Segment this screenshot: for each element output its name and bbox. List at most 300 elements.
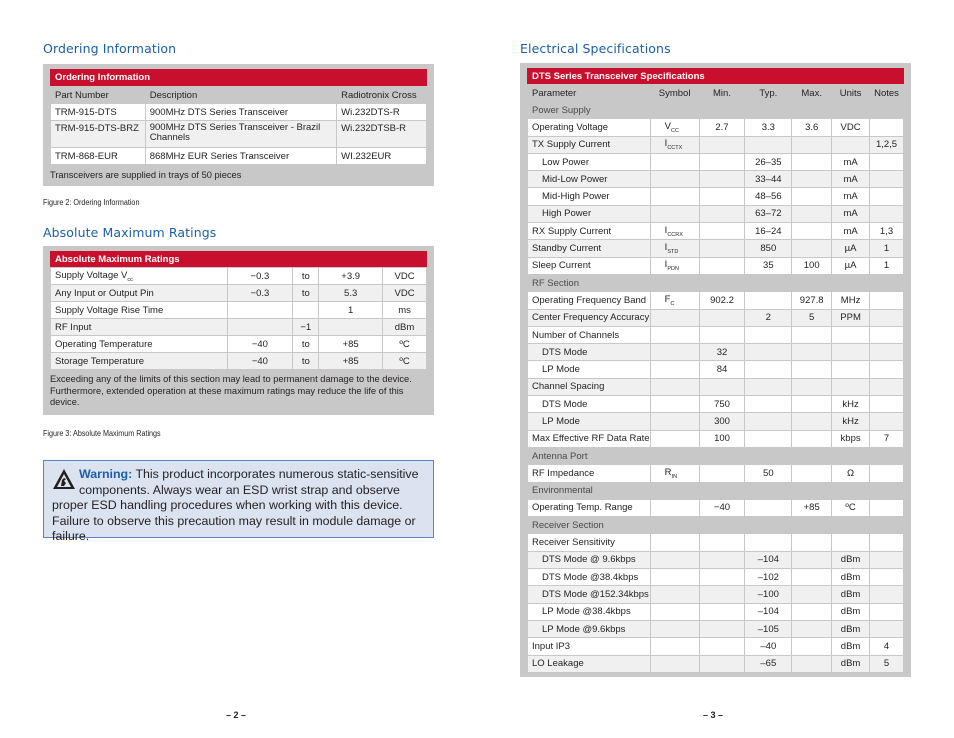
symbol-text: I bbox=[664, 259, 668, 271]
table-row bbox=[528, 551, 904, 568]
symbol bbox=[650, 396, 699, 413]
unit-value: dBm bbox=[832, 620, 870, 637]
symbol bbox=[650, 223, 699, 240]
min-value bbox=[699, 257, 745, 274]
symbol bbox=[650, 309, 699, 326]
typ-value bbox=[745, 292, 792, 309]
symbol-text: I bbox=[664, 242, 668, 254]
notes-value bbox=[870, 344, 904, 361]
table-row bbox=[51, 302, 427, 319]
symbol-text: I bbox=[664, 138, 668, 150]
typ-value bbox=[745, 430, 792, 447]
section-row bbox=[528, 102, 904, 119]
param: DTS Mode @38.4kbps bbox=[528, 569, 651, 586]
max-value bbox=[792, 586, 832, 603]
warning-text: This product incorporates numerous static-sensitive components. Always wear an ESD wrist strap and observe proper ESD handling procedures when working with this device. Failure to observe this precaution may result in module damage or failure. bbox=[52, 467, 419, 544]
symbol bbox=[650, 638, 699, 655]
symbol bbox=[650, 655, 699, 672]
unit-value: MHz bbox=[832, 292, 870, 309]
notes-value: 5 bbox=[870, 655, 904, 672]
param: DTS Mode @152.34kbps bbox=[528, 586, 651, 603]
param: Channel Spacing bbox=[528, 378, 651, 395]
max-value bbox=[792, 188, 832, 205]
ordering-table-header bbox=[51, 87, 427, 104]
max-value bbox=[792, 603, 832, 620]
unit-value: kHz bbox=[832, 413, 870, 430]
ordering-table-panel bbox=[43, 64, 434, 186]
table-row bbox=[51, 148, 427, 165]
page-number-right: – 3 – bbox=[703, 710, 724, 720]
param: Operating Temp. Range bbox=[528, 499, 651, 516]
cross-reference: Wi.232DTS-R bbox=[337, 104, 427, 121]
table-row bbox=[528, 569, 904, 586]
notes-value: 1 bbox=[870, 257, 904, 274]
max-value bbox=[792, 551, 832, 568]
subscript: cc bbox=[127, 276, 133, 283]
unit-value: PPM bbox=[832, 309, 870, 326]
param: Mid-Low Power bbox=[528, 171, 651, 188]
min-value bbox=[699, 655, 745, 672]
notes-value bbox=[870, 603, 904, 620]
min-value bbox=[699, 586, 745, 603]
min-value bbox=[699, 223, 745, 240]
table-row bbox=[528, 655, 904, 672]
param bbox=[51, 285, 228, 302]
param: LP Mode bbox=[528, 413, 651, 430]
range-to: to bbox=[293, 336, 319, 353]
max-value: +85 bbox=[792, 499, 832, 516]
unit-value bbox=[832, 326, 870, 343]
symbol bbox=[650, 240, 699, 257]
col-header: Min. bbox=[699, 85, 745, 102]
symbol bbox=[650, 205, 699, 222]
typ-value: 50 bbox=[745, 465, 792, 482]
symbol bbox=[650, 188, 699, 205]
figure-3-caption: Figure 3: Absolute Maximum Ratings bbox=[43, 429, 161, 438]
min-value: 84 bbox=[699, 361, 745, 378]
notes-value bbox=[870, 534, 904, 551]
table-row bbox=[528, 396, 904, 413]
max-value bbox=[792, 326, 832, 343]
min-value: 2.7 bbox=[699, 119, 745, 136]
absmax-note: Exceeding any of the limits of this section may lead to permanent damage to the device. Furthermore, extended operation at these maximum ratings may reduce the life of this device. bbox=[50, 374, 412, 407]
max-value bbox=[792, 655, 832, 672]
unit-value: kHz bbox=[832, 396, 870, 413]
symbol bbox=[650, 378, 699, 395]
param bbox=[51, 319, 228, 336]
notes-value bbox=[870, 171, 904, 188]
param: RF Impedance bbox=[528, 465, 651, 482]
param-text: Any Input or Output Pin bbox=[55, 287, 154, 299]
symbol bbox=[650, 292, 699, 309]
table-row bbox=[528, 344, 904, 361]
range-to: to bbox=[293, 268, 319, 285]
min-value bbox=[699, 326, 745, 343]
param: DTS Mode bbox=[528, 396, 651, 413]
param: DTS Mode bbox=[528, 344, 651, 361]
part-number: TRM-915-DTS-BRZ bbox=[51, 121, 146, 148]
typ-value bbox=[745, 136, 792, 153]
elec-table-header bbox=[528, 85, 904, 102]
unit: ms bbox=[383, 302, 427, 319]
symbol-text: F bbox=[664, 293, 671, 305]
max-value: +85 bbox=[319, 336, 383, 353]
param-text: Operating Temperature bbox=[55, 338, 153, 350]
unit-value: dBm bbox=[832, 638, 870, 655]
max-value: 100 bbox=[792, 257, 832, 274]
notes-value bbox=[870, 620, 904, 637]
typ-value bbox=[745, 413, 792, 430]
symbol bbox=[650, 326, 699, 343]
param: LP Mode @9.6kbps bbox=[528, 620, 651, 637]
min-value bbox=[699, 620, 745, 637]
notes-value bbox=[870, 569, 904, 586]
param: Sleep Current bbox=[528, 257, 651, 274]
typ-value: 48–56 bbox=[745, 188, 792, 205]
min-value bbox=[699, 638, 745, 655]
unit-value bbox=[832, 361, 870, 378]
notes-value bbox=[870, 205, 904, 222]
subscript: PDN bbox=[667, 266, 679, 273]
elec-table-title: DTS Series Transceiver Specifications bbox=[527, 68, 904, 84]
max-value: 5.3 bbox=[319, 285, 383, 302]
subscript: STD bbox=[667, 249, 679, 256]
symbol bbox=[650, 499, 699, 516]
param: High Power bbox=[528, 205, 651, 222]
section-row bbox=[528, 482, 904, 499]
min-value: −40 bbox=[699, 499, 745, 516]
table-row bbox=[528, 465, 904, 482]
symbol bbox=[650, 153, 699, 170]
absmax-table-title: Absolute Maximum Ratings bbox=[50, 251, 427, 267]
symbol bbox=[650, 603, 699, 620]
table-row bbox=[528, 171, 904, 188]
typ-value: –105 bbox=[745, 620, 792, 637]
symbol bbox=[650, 534, 699, 551]
unit: dBm bbox=[383, 319, 427, 336]
col-header: Symbol bbox=[650, 85, 699, 102]
min-value bbox=[699, 603, 745, 620]
max-value bbox=[792, 205, 832, 222]
param bbox=[51, 268, 228, 285]
symbol bbox=[650, 119, 699, 136]
absmax-table-panel bbox=[43, 246, 434, 415]
max-value bbox=[792, 465, 832, 482]
max-value bbox=[792, 620, 832, 637]
notes-value bbox=[870, 396, 904, 413]
table-row bbox=[528, 326, 904, 343]
max-value bbox=[792, 396, 832, 413]
absmax-heading: Absolute Maximum Ratings bbox=[43, 225, 217, 240]
typ-value bbox=[745, 361, 792, 378]
min-value bbox=[699, 240, 745, 257]
table-row bbox=[528, 499, 904, 516]
unit-value: kbps bbox=[832, 430, 870, 447]
param: Center Frequency Accuracy bbox=[528, 309, 651, 326]
notes-value bbox=[870, 292, 904, 309]
min-value: −40 bbox=[227, 353, 293, 370]
warning-label: Warning: bbox=[79, 467, 133, 481]
max-value bbox=[792, 430, 832, 447]
col-header: Typ. bbox=[745, 85, 792, 102]
min-value: −0.3 bbox=[227, 285, 293, 302]
notes-value bbox=[870, 465, 904, 482]
unit-value: µA bbox=[832, 257, 870, 274]
notes-value bbox=[870, 586, 904, 603]
ordering-heading: Ordering Information bbox=[43, 41, 177, 56]
notes-value bbox=[870, 326, 904, 343]
unit-value: mA bbox=[832, 205, 870, 222]
notes-value bbox=[870, 188, 904, 205]
table-row bbox=[528, 430, 904, 447]
section-label: RF Section bbox=[528, 274, 904, 291]
col-header: Parameter bbox=[528, 85, 651, 102]
unit-value: mA bbox=[832, 188, 870, 205]
notes-value: 1,2,5 bbox=[870, 136, 904, 153]
page-number-left: – 2 – bbox=[226, 710, 247, 720]
subscript: IN bbox=[671, 473, 678, 480]
symbol bbox=[650, 344, 699, 361]
part-number: TRM-868-EUR bbox=[51, 148, 146, 165]
typ-value bbox=[745, 499, 792, 516]
symbol bbox=[650, 430, 699, 447]
max-value bbox=[792, 413, 832, 430]
param: Max Effective RF Data Rate bbox=[528, 430, 651, 447]
param: LP Mode bbox=[528, 361, 651, 378]
typ-value bbox=[745, 344, 792, 361]
typ-value: 35 bbox=[745, 257, 792, 274]
table-row bbox=[528, 534, 904, 551]
min-value bbox=[699, 534, 745, 551]
typ-value bbox=[745, 326, 792, 343]
subscript: CC bbox=[671, 127, 679, 134]
subscript: CCRX bbox=[667, 231, 683, 238]
max-value bbox=[792, 171, 832, 188]
param-text: Supply Voltage V bbox=[55, 269, 128, 281]
table-row bbox=[528, 223, 904, 240]
symbol-text: V bbox=[664, 120, 672, 132]
section-label: Receiver Section bbox=[528, 517, 904, 534]
symbol bbox=[650, 465, 699, 482]
typ-value bbox=[745, 534, 792, 551]
unit-value: dBm bbox=[832, 551, 870, 568]
param: RX Supply Current bbox=[528, 223, 651, 240]
unit-value: dBm bbox=[832, 655, 870, 672]
param: Number of Channels bbox=[528, 326, 651, 343]
table-row bbox=[51, 121, 427, 148]
max-value bbox=[792, 240, 832, 257]
table-row bbox=[528, 378, 904, 395]
notes-value bbox=[870, 551, 904, 568]
notes-value bbox=[870, 378, 904, 395]
max-value bbox=[792, 344, 832, 361]
unit-value: VDC bbox=[832, 119, 870, 136]
unit-value: mA bbox=[832, 223, 870, 240]
param: Input IP3 bbox=[528, 638, 651, 655]
ordering-table-title: Ordering Information bbox=[50, 69, 427, 86]
unit-value: µA bbox=[832, 240, 870, 257]
table-row bbox=[528, 586, 904, 603]
esd-warning-box bbox=[43, 460, 434, 544]
max-value: +85 bbox=[319, 353, 383, 370]
esd-warning-icon bbox=[52, 468, 76, 490]
notes-value: 1 bbox=[870, 240, 904, 257]
min-value bbox=[699, 378, 745, 395]
param: TX Supply Current bbox=[528, 136, 651, 153]
param-text: Storage Temperature bbox=[55, 355, 145, 367]
section-row bbox=[528, 447, 904, 464]
min-value: −40 bbox=[227, 336, 293, 353]
table-row bbox=[528, 240, 904, 257]
cross-reference: WI.232EUR bbox=[337, 148, 427, 165]
table-row bbox=[528, 413, 904, 430]
table-row bbox=[51, 336, 427, 353]
section-row bbox=[528, 274, 904, 291]
col-header: Units bbox=[832, 85, 870, 102]
param bbox=[51, 336, 228, 353]
notes-value: 7 bbox=[870, 430, 904, 447]
max-value: 927.8 bbox=[792, 292, 832, 309]
symbol bbox=[650, 620, 699, 637]
section-label: Power Supply bbox=[528, 102, 904, 119]
elec-table bbox=[527, 84, 904, 673]
symbol bbox=[650, 257, 699, 274]
notes-value bbox=[870, 361, 904, 378]
symbol-text: R bbox=[664, 466, 672, 478]
ordering-table bbox=[50, 86, 427, 165]
symbol bbox=[650, 136, 699, 153]
range-to: to bbox=[293, 285, 319, 302]
max-value bbox=[792, 153, 832, 170]
unit-value: mA bbox=[832, 153, 870, 170]
max-value bbox=[319, 319, 383, 336]
table-row bbox=[528, 136, 904, 153]
symbol bbox=[650, 361, 699, 378]
col-header: Notes bbox=[870, 85, 904, 102]
typ-value: 26–35 bbox=[745, 153, 792, 170]
unit-value bbox=[832, 136, 870, 153]
table-row bbox=[528, 309, 904, 326]
typ-value: –65 bbox=[745, 655, 792, 672]
table-row bbox=[51, 268, 427, 285]
unit-value: dBm bbox=[832, 569, 870, 586]
table-row bbox=[528, 188, 904, 205]
absmax-table bbox=[50, 267, 427, 370]
param: Operating Frequency Band bbox=[528, 292, 651, 309]
max-value bbox=[792, 136, 832, 153]
notes-value bbox=[870, 119, 904, 136]
cross-reference: Wi.232DTSB-R bbox=[337, 121, 427, 148]
unit-value: Ω bbox=[832, 465, 870, 482]
min-value bbox=[227, 302, 293, 319]
description: 868MHz EUR Series Transceiver bbox=[145, 148, 336, 165]
typ-value: –100 bbox=[745, 586, 792, 603]
symbol bbox=[650, 413, 699, 430]
symbol-text: I bbox=[664, 224, 668, 236]
table-row bbox=[528, 119, 904, 136]
typ-value: 33–44 bbox=[745, 171, 792, 188]
min-value bbox=[699, 136, 745, 153]
param: DTS Mode @ 9.6kbps bbox=[528, 551, 651, 568]
subscript: CCTX bbox=[667, 145, 683, 152]
unit-value: mA bbox=[832, 171, 870, 188]
min-value bbox=[699, 205, 745, 222]
typ-value: –102 bbox=[745, 569, 792, 586]
description: 900MHz DTS Series Transceiver bbox=[145, 104, 336, 121]
unit-value bbox=[832, 534, 870, 551]
col-header: Max. bbox=[792, 85, 832, 102]
max-value: 3.6 bbox=[792, 119, 832, 136]
table-row bbox=[528, 257, 904, 274]
param-text: RF Input bbox=[55, 321, 92, 333]
typ-value: 63–72 bbox=[745, 205, 792, 222]
notes-value bbox=[870, 413, 904, 430]
unit: VDC bbox=[383, 268, 427, 285]
typ-value: 16–24 bbox=[745, 223, 792, 240]
notes-value: 1,3 bbox=[870, 223, 904, 240]
elec-table-panel bbox=[520, 63, 911, 677]
min-value bbox=[699, 171, 745, 188]
unit-value: ºC bbox=[832, 499, 870, 516]
symbol bbox=[650, 171, 699, 188]
max-value bbox=[792, 361, 832, 378]
unit: ºC bbox=[383, 353, 427, 370]
electrical-heading: Electrical Specifications bbox=[520, 41, 671, 56]
col-header: Part Number bbox=[51, 87, 146, 104]
table-row bbox=[51, 319, 427, 336]
param: Mid-High Power bbox=[528, 188, 651, 205]
param-text: Supply Voltage Rise Time bbox=[55, 304, 164, 316]
max-value: +3.9 bbox=[319, 268, 383, 285]
min-value bbox=[699, 309, 745, 326]
symbol bbox=[650, 551, 699, 568]
unit: ºC bbox=[383, 336, 427, 353]
table-row bbox=[528, 292, 904, 309]
section-label: Environmental bbox=[528, 482, 904, 499]
typ-value: 850 bbox=[745, 240, 792, 257]
range-to: −1 bbox=[293, 319, 319, 336]
max-value bbox=[792, 569, 832, 586]
max-value bbox=[792, 378, 832, 395]
table-row bbox=[528, 153, 904, 170]
section-label: Antenna Port bbox=[528, 447, 904, 464]
max-value: 1 bbox=[319, 302, 383, 319]
min-value: 32 bbox=[699, 344, 745, 361]
notes-value bbox=[870, 499, 904, 516]
symbol bbox=[650, 569, 699, 586]
typ-value bbox=[745, 396, 792, 413]
min-value bbox=[699, 551, 745, 568]
table-row bbox=[528, 638, 904, 655]
unit-value bbox=[832, 378, 870, 395]
max-value bbox=[792, 534, 832, 551]
range-to: to bbox=[293, 353, 319, 370]
typ-value: –104 bbox=[745, 603, 792, 620]
typ-value bbox=[745, 378, 792, 395]
notes-value: 4 bbox=[870, 638, 904, 655]
param: Operating Voltage bbox=[528, 119, 651, 136]
min-value bbox=[699, 569, 745, 586]
min-value: 750 bbox=[699, 396, 745, 413]
min-value: 902.2 bbox=[699, 292, 745, 309]
section-row bbox=[528, 517, 904, 534]
param: Low Power bbox=[528, 153, 651, 170]
table-row bbox=[51, 104, 427, 121]
min-value: 300 bbox=[699, 413, 745, 430]
unit-value: dBm bbox=[832, 603, 870, 620]
typ-value: 2 bbox=[745, 309, 792, 326]
figure-2-caption: Figure 2: Ordering Information bbox=[43, 198, 140, 207]
